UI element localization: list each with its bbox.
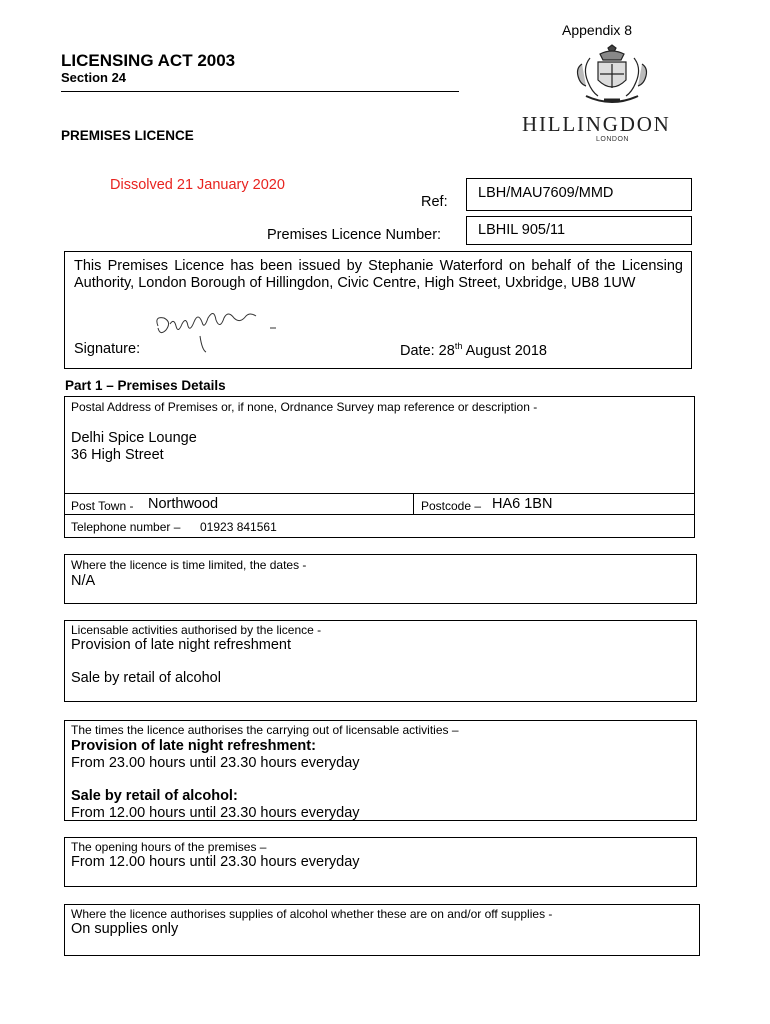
issue-date xyxy=(400,341,547,359)
times-box xyxy=(64,720,697,821)
times-refreshment-hours: From 23.00 hours until 23.30 hours everyday xyxy=(71,755,360,771)
coat-of-arms-icon xyxy=(520,44,700,110)
logo-sub: LONDON xyxy=(596,136,629,143)
supplies-label: Where the licence authorises supplies of alcohol whether these are on and/or off supplies - xyxy=(71,907,553,921)
post-town-value: Northwood xyxy=(148,496,219,512)
licence-number-value: LBHIL 905/11 xyxy=(478,222,566,238)
logo-wordmark: HILLINGDON xyxy=(522,112,671,136)
premises-address-box xyxy=(64,396,695,494)
header-rule xyxy=(61,91,459,92)
issue-date-suffix: August 2018 xyxy=(462,342,548,359)
dissolved-note: Dissolved 21 January 2020 xyxy=(110,177,285,193)
postcode-label: Postcode – xyxy=(421,499,482,513)
telephone-label: Telephone number – xyxy=(71,520,181,534)
postcode-value: HA6 1BN xyxy=(492,496,553,512)
act-title: LICENSING ACT 2003 xyxy=(61,51,236,70)
signature-label: Signature: xyxy=(74,341,141,357)
licence-number-label: Premises Licence Number: xyxy=(267,227,442,243)
signature-icon xyxy=(150,310,290,354)
address-line1: Delhi Spice Lounge xyxy=(71,430,197,446)
supplies-value: On supplies only xyxy=(71,921,179,937)
section-label: Section 24 xyxy=(61,70,127,85)
post-town-cell xyxy=(64,493,414,515)
issued-box xyxy=(64,251,692,369)
issue-date-prefix: Date: 28 xyxy=(400,342,455,359)
licence-number-box xyxy=(466,216,692,245)
time-limited-value: N/A xyxy=(71,573,96,589)
issue-date-sup: th xyxy=(454,341,463,351)
hillingdon-logo xyxy=(520,44,700,148)
time-limited-box xyxy=(64,554,697,604)
activity-item: Sale by retail of alcohol xyxy=(71,670,221,686)
telephone-value: 01923 841561 xyxy=(200,520,277,534)
opening-hours-label: The opening hours of the premises – xyxy=(71,840,267,854)
times-heading-alcohol: Sale by retail of alcohol: xyxy=(71,788,238,804)
times-heading-refreshment: Provision of late night refreshment: xyxy=(71,738,316,754)
times-alcohol-hours: From 12.00 hours until 23.30 hours everyday xyxy=(71,805,360,821)
ref-value: LBH/MAU7609/MMD xyxy=(478,185,614,201)
post-town-label: Post Town - xyxy=(71,499,134,513)
document-type: PREMISES LICENCE xyxy=(61,128,194,143)
part1-heading: Part 1 – Premises Details xyxy=(65,378,226,393)
opening-hours-value: From 12.00 hours until 23.30 hours everyday xyxy=(71,854,360,870)
times-label: The times the licence authorises the carrying out of licensable activities – xyxy=(71,723,459,737)
activities-box xyxy=(64,620,697,702)
activity-item: Provision of late night refreshment xyxy=(71,637,292,653)
ref-box xyxy=(466,178,692,211)
issued-text: This Premises Licence has been issued by Stephanie Waterford on behalf of the Licensing Authority, London Borough of Hillingdon, Civic Centre, High Street, Uxbridge, UB8 1UW xyxy=(74,258,683,291)
telephone-cell xyxy=(64,514,695,538)
appendix-label: Appendix 8 xyxy=(562,22,633,38)
postcode-cell xyxy=(413,493,695,515)
address-label: Postal Address of Premises or, if none, Ordnance Survey map reference or description - xyxy=(71,400,538,414)
address-line2: 36 High Street xyxy=(71,447,164,463)
activities-label: Licensable activities authorised by the licence - xyxy=(71,623,322,637)
time-limited-label: Where the licence is time limited, the dates - xyxy=(71,558,307,572)
opening-hours-box xyxy=(64,837,697,887)
supplies-box xyxy=(64,904,700,956)
ref-label: Ref: xyxy=(421,194,448,210)
